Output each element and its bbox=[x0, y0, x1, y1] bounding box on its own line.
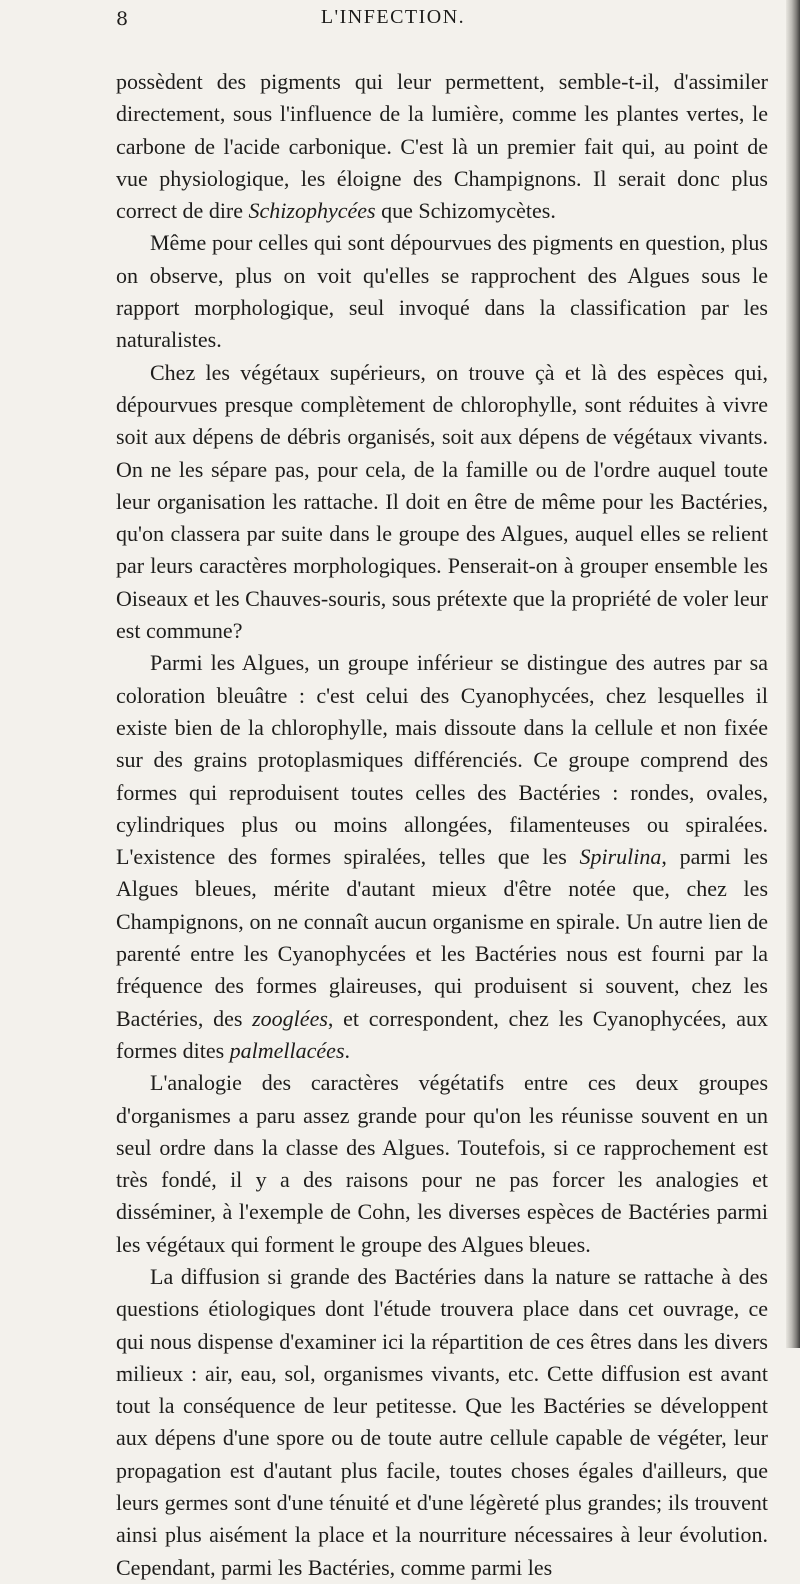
italic-term: Schizophycées bbox=[248, 198, 376, 224]
text-run: Parmi les Algues, un groupe inférieur se distingue des autres par sa coloration bleuâtre : c'est celui des Cyanophycées, chez lesquelles il existe bien de la chlorophylle, mais dissoute dans la cellule et non fixée sur des grains protoplasmiques différenciés. Ce groupe comprend des formes qui reproduisent toutes celles des Bactéries : rondes, ovales, cylindriques plus ou moins allongées, filamenteuses ou spiralées. L'existence des formes spiralées, telles que les bbox=[116, 650, 768, 870]
text-run: , parmi les Algues bleues, mérite d'autant mieux d'être notée que, chez les Champignons, on ne connaît aucun organisme en spirale. Un autre lien de parenté entre les Cyanophycées et les Bactéries nous est fourni par la fréquence des formes glaireuses, qui produisent si souvent, chez les Bactéries, des bbox=[116, 844, 768, 1031]
paragraph bbox=[116, 66, 768, 227]
paragraph bbox=[116, 1067, 768, 1261]
paragraph bbox=[116, 357, 768, 648]
paragraph bbox=[116, 1261, 768, 1584]
text-run: , et correspondent, chez les Cyanophycées, aux formes dites bbox=[116, 1005, 769, 1063]
text-run: L'analogie des caractères végétatifs entre ces deux groupes d'organismes a paru assez grande pour qu'on les réunisse souvent en un seul ordre dans la classe des Algues. Toutefois, si ce rapprochement est très fondé, il y a des raisons pour ne pas forcer les analogies et disséminer, à l'exemple de Cohn, les diverses espèces de Bactéries parmi les végétaux qui forment le groupe des Algues bleues. bbox=[116, 1070, 768, 1257]
page-edge bbox=[786, 0, 800, 1348]
body-text bbox=[116, 66, 768, 1584]
text-run: . bbox=[344, 1037, 351, 1063]
page-number: 8 bbox=[116, 8, 129, 30]
text-run: La diffusion si grande des Bactéries dans la nature se rattache à des questions étiologiques dont l'étude trouvera place dans cet ouvrage, ce qui nous dispense d'examiner ici la répartition de ces êtres dans les divers milieux : air, eau, sol, organismes vivants, etc. Cette diffusion est avant tout la conséquence de leur petitesse. Que les Bactéries se développent aux dépens d'une spore ou de toute autre cellule capable de végéter, leur propagation est d'autant plus facile, toutes choses égales d'ailleurs, que leurs germes sont d'une ténuité et d'une légèreté plus grandes; ils trouvent ainsi plus aisément la place et la nourriture nécessaires à leur évolution. Cependant, parmi les Bactéries, comme parmi les bbox=[116, 1263, 768, 1580]
paragraph bbox=[116, 647, 768, 1067]
italic-term: palmellacées bbox=[229, 1037, 345, 1063]
text-run: Chez les végétaux supérieurs, on trouve çà et là des espèces qui, dépourvues presque complètement de chlorophylle, sont réduites à vivre soit aux dépens de débris organisés, soit aux dépens de végétaux vivants. On ne les sépare pas, pour cela, de la famille ou de l'ordre auquel toute leur organisation les rattache. Il doit en être de même pour les Bactéries, qu'on classera par suite dans le groupe des Algues, auquel elles se relient par leurs caractères morphologiques. Penserait-on à grouper ensemble les Oiseaux et les Chauves-souris, sous prétexte que la propriété de voler leur est commune? bbox=[116, 359, 768, 644]
running-title: L'INFECTION. bbox=[320, 6, 466, 28]
italic-term: zooglées bbox=[252, 1005, 328, 1031]
italic-term: Spirulina bbox=[579, 844, 662, 870]
text-run: que Schizomycètes. bbox=[375, 198, 556, 224]
text-run: Même pour celles qui sont dépourvues des pigments en question, plus on observe, plus on voit qu'elles se rapprochent des Algues sous le rapport morphologique, seul invoqué dans la classification par les naturalistes. bbox=[116, 230, 768, 353]
paragraph bbox=[116, 227, 768, 356]
text-run: possèdent des pigments qui leur permettent, semble-t-il, d'assimiler directement, sous l'influence de la lumière, comme les plantes vertes, le carbone de l'acide carbonique. C'est là un premier fait qui, au point de vue physiologique, les éloigne des Champignons. Il serait donc plus correct de dire bbox=[116, 69, 768, 224]
